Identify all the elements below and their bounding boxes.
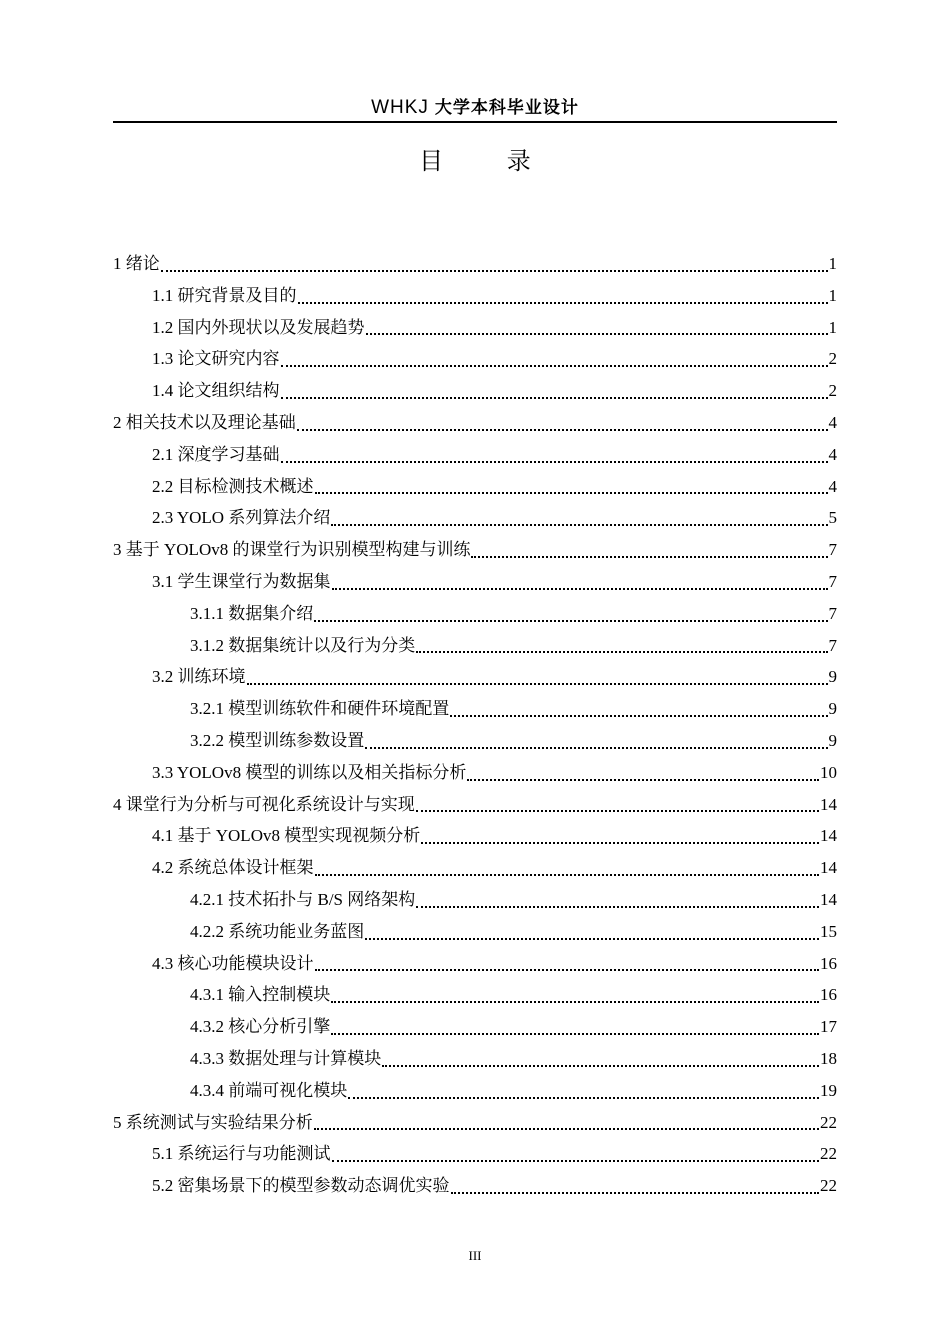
toc-entry-page: 4 — [828, 476, 837, 496]
toc-entry[interactable] — [113, 248, 837, 280]
toc-entry-page: 14 — [820, 826, 837, 846]
toc-entry-page: 2 — [828, 349, 837, 369]
toc-entry-label: 3.2.2 模型训练参数设置 — [190, 730, 365, 750]
toc-entry-page: 10 — [820, 762, 837, 782]
toc-leader-dots — [314, 620, 827, 622]
toc-entry-page: 22 — [820, 1176, 837, 1196]
toc-leader-dots — [416, 906, 819, 908]
toc-entry-label: 4.2.1 技术拓扑与 B/S 网络架构 — [190, 889, 416, 909]
toc-title: 目 录 — [419, 147, 559, 175]
page-header — [113, 93, 837, 123]
toc-leader-dots — [471, 556, 827, 558]
toc-entry-page: 7 — [828, 571, 837, 591]
toc-entry-page: 9 — [828, 699, 837, 719]
toc-entry-page: 16 — [820, 985, 837, 1005]
toc-entry[interactable] — [113, 1043, 837, 1075]
toc-entry-page: 7 — [828, 635, 837, 655]
toc-entry-page: 15 — [820, 921, 837, 941]
toc-leader-dots — [332, 1160, 820, 1162]
toc-leader-dots — [450, 715, 827, 717]
toc-entry[interactable] — [113, 1011, 837, 1043]
toc-entry[interactable] — [113, 598, 837, 630]
toc-entry-label: 2.2 目标检测技术概述 — [152, 476, 314, 496]
toc-entry-page: 14 — [820, 889, 837, 909]
toc-leader-dots — [281, 461, 828, 463]
toc-entry[interactable] — [113, 439, 837, 471]
toc-entry[interactable] — [113, 693, 837, 725]
toc-entry[interactable] — [113, 407, 837, 439]
toc-entry[interactable] — [113, 375, 837, 407]
toc-entry-label: 1.1 研究背景及目的 — [152, 285, 297, 305]
toc-entry-page: 22 — [820, 1144, 837, 1164]
toc-entry-page: 22 — [820, 1112, 837, 1132]
toc-leader-dots — [365, 938, 819, 940]
toc-leader-dots — [382, 1065, 819, 1067]
toc-entry[interactable] — [113, 471, 837, 503]
toc-leader-dots — [348, 1097, 819, 1099]
toc-entry-page: 16 — [820, 953, 837, 973]
toc-entry[interactable] — [113, 534, 837, 566]
toc-entry-page: 14 — [820, 794, 837, 814]
toc-entry-label: 4.3.3 数据处理与计算模块 — [190, 1048, 382, 1068]
toc-leader-dots — [366, 333, 828, 335]
toc-leader-dots — [315, 492, 828, 494]
toc-entry-page: 9 — [828, 730, 837, 750]
toc-entry-page: 9 — [828, 667, 837, 687]
toc-entry[interactable] — [113, 502, 837, 534]
toc-leader-dots — [365, 747, 827, 749]
toc-leader-dots — [416, 810, 819, 812]
toc-leader-dots — [331, 524, 827, 526]
toc-entry[interactable] — [113, 661, 837, 693]
toc-entry-label: 2 相关技术以及理论基础 — [113, 412, 296, 432]
toc-entry[interactable] — [113, 852, 837, 884]
toc-entry[interactable] — [113, 1138, 837, 1170]
toc-entry-label: 4.3.2 核心分析引擎 — [190, 1017, 331, 1037]
toc-leader-dots — [331, 1033, 819, 1035]
toc-entry-label: 4.2 系统总体设计框架 — [152, 858, 314, 878]
toc-entry-label: 3.1.2 数据集统计以及行为分类 — [190, 635, 416, 655]
toc-entry[interactable] — [113, 884, 837, 916]
toc-leader-dots — [314, 1128, 819, 1130]
toc-entry-label: 4.3 核心功能模块设计 — [152, 953, 314, 973]
toc-leader-dots — [315, 969, 820, 971]
header-school: 大学本科毕业设计 — [434, 98, 579, 118]
toc-entry-label: 1.4 论文组织结构 — [152, 381, 280, 401]
toc-entry[interactable] — [113, 280, 837, 312]
toc-entry-label: 3.1.1 数据集介绍 — [190, 603, 314, 623]
header-brand: WHKJ — [371, 97, 429, 118]
toc-leader-dots — [421, 842, 819, 844]
toc-leader-dots — [315, 874, 820, 876]
toc-entry[interactable] — [113, 979, 837, 1011]
toc-leader-dots — [451, 1192, 820, 1194]
toc-leader-dots — [161, 270, 828, 272]
toc-entry-page: 1 — [828, 254, 837, 273]
toc-entry-label: 3 基于 YOLOv8 的课堂行为识别模型构建与训练 — [113, 540, 471, 560]
toc-entry[interactable] — [113, 948, 837, 980]
toc-entry-page: 4 — [828, 412, 837, 432]
toc-leader-dots — [467, 779, 819, 781]
toc-entry-label: 3.1 学生课堂行为数据集 — [152, 571, 331, 591]
toc-entry-label: 5.1 系统运行与功能测试 — [152, 1144, 331, 1164]
toc-entry-label: 4 课堂行为分析与可视化系统设计与实现 — [113, 794, 415, 814]
toc-entry[interactable] — [113, 1170, 837, 1202]
toc-entry[interactable] — [113, 789, 837, 821]
toc-entry-page: 1 — [828, 317, 837, 337]
toc-entry[interactable] — [113, 312, 837, 344]
toc-leader-dots — [297, 429, 828, 431]
toc-entry-label: 1.3 论文研究内容 — [152, 349, 280, 369]
toc-leader-dots — [332, 588, 828, 590]
toc-entry[interactable] — [113, 1075, 837, 1107]
toc-entry[interactable] — [113, 916, 837, 948]
toc-entry-page: 17 — [820, 1017, 837, 1037]
toc-entry-label: 4.1 基于 YOLOv8 模型实现视频分析 — [152, 826, 421, 846]
toc-entry-label: 5.2 密集场景下的模型参数动态调优实验 — [152, 1176, 450, 1196]
toc-entry-label: 2.3 YOLO 系列算法介绍 — [152, 508, 331, 528]
toc-entry-label: 3.2 训练环境 — [152, 667, 246, 687]
toc-entry-label: 2.1 深度学习基础 — [152, 444, 280, 464]
toc-entry-page: 19 — [820, 1080, 837, 1100]
toc-leader-dots — [281, 365, 828, 367]
toc-entry[interactable] — [113, 343, 837, 375]
toc-entry-label: 4.3.4 前端可视化模块 — [190, 1080, 348, 1100]
page-number: III — [468, 1248, 482, 1263]
table-of-contents — [113, 248, 837, 1202]
toc-entry-label: 4.2.2 系统功能业务蓝图 — [190, 921, 365, 941]
toc-entry[interactable] — [113, 1107, 837, 1139]
toc-entry-label: 5 系统测试与实验结果分析 — [113, 1112, 313, 1132]
toc-entry-label: 1 绪论 — [113, 254, 160, 273]
toc-entry-page: 7 — [828, 603, 837, 623]
toc-leader-dots — [247, 683, 828, 685]
toc-entry-label: 3.2.1 模型训练软件和硬件环境配置 — [190, 699, 450, 719]
toc-entry-page: 2 — [828, 381, 837, 401]
toc-entry[interactable] — [113, 820, 837, 852]
toc-leader-dots — [331, 1001, 819, 1003]
toc-entry[interactable] — [113, 566, 837, 598]
toc-entry-page: 5 — [828, 508, 837, 528]
toc-entry[interactable] — [113, 725, 837, 757]
toc-entry-label: 4.3.1 输入控制模块 — [190, 985, 331, 1005]
toc-entry-page: 4 — [828, 444, 837, 464]
toc-leader-dots — [298, 302, 828, 304]
toc-entry-page: 7 — [828, 540, 837, 560]
toc-entry[interactable] — [113, 757, 837, 789]
toc-entry-label: 3.3 YOLOv8 模型的训练以及相关指标分析 — [152, 762, 467, 782]
toc-leader-dots — [281, 397, 828, 399]
toc-entry-page: 14 — [820, 858, 837, 878]
toc-entry-page: 1 — [828, 285, 837, 305]
toc-leader-dots — [416, 651, 827, 653]
toc-entry-page: 18 — [820, 1048, 837, 1068]
toc-entry-label: 1.2 国内外现状以及发展趋势 — [152, 317, 365, 337]
toc-entry[interactable] — [113, 630, 837, 662]
